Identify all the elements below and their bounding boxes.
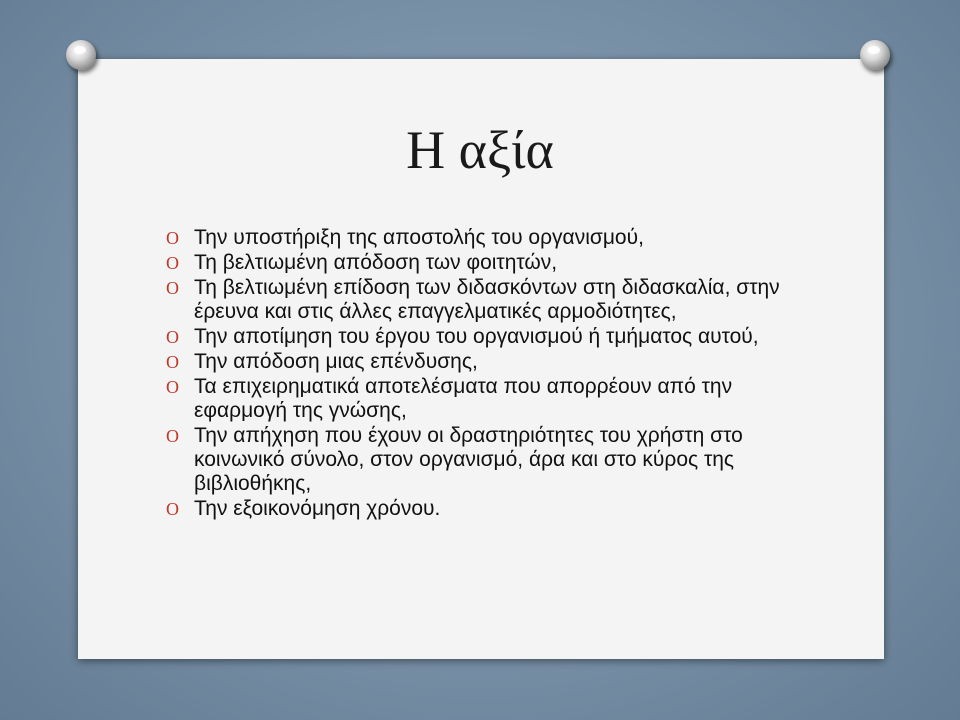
bullet-marker-icon: O xyxy=(166,352,179,372)
bullet-marker-icon: O xyxy=(166,426,179,446)
bullet-text: Την εξοικονόμηση χρόνου. xyxy=(194,497,441,520)
bullet-marker-icon: O xyxy=(166,327,179,347)
bullet-text: Τη βελτιωμένη απόδοση των φοιτητών, xyxy=(194,251,558,274)
slide-title: Η αξία xyxy=(406,120,554,180)
bullet-marker-icon: O xyxy=(166,228,179,248)
bullet-text: Την απόδοση μιας επένδυσης, xyxy=(194,350,478,373)
bullet-marker-icon: O xyxy=(166,253,179,273)
list-item xyxy=(164,350,804,374)
bullet-marker-icon: O xyxy=(166,377,179,397)
list-item xyxy=(164,226,804,250)
list-item xyxy=(164,424,804,496)
list-item xyxy=(164,375,804,423)
pushpin-icon xyxy=(66,40,96,70)
pushpin-icon xyxy=(860,40,890,70)
list-item xyxy=(164,251,804,275)
list-item xyxy=(164,276,804,324)
bullet-text: Την υποστήριξη της αποστολής του οργανισμού, xyxy=(194,226,644,249)
bullet-marker-icon: O xyxy=(166,499,179,519)
bullet-marker-icon: O xyxy=(166,278,179,298)
list-item xyxy=(164,325,804,349)
bullet-text: Τη βελτιωμένη επίδοση των διδασκόντων στη διδασκαλία, στην έρευνα και στις άλλες επαγγελματικές αρμοδιότητες, xyxy=(194,276,780,323)
bullet-text: Την αποτίμηση του έργου του οργανισμού ή τμήματος αυτού, xyxy=(194,325,759,348)
bullet-list xyxy=(164,226,804,522)
bullet-text: Την απήχηση που έχουν οι δραστηριότητες του χρήστη στο κοινωνικό σύνολο, στον οργανισμό, άρα και στο κύρος της βιβλιοθήκης, xyxy=(194,424,743,495)
list-item xyxy=(164,497,804,521)
bullet-text: Τα επιχειρηματικά αποτελέσματα που απορρέουν από την εφαρμογή της γνώσης, xyxy=(194,375,733,422)
